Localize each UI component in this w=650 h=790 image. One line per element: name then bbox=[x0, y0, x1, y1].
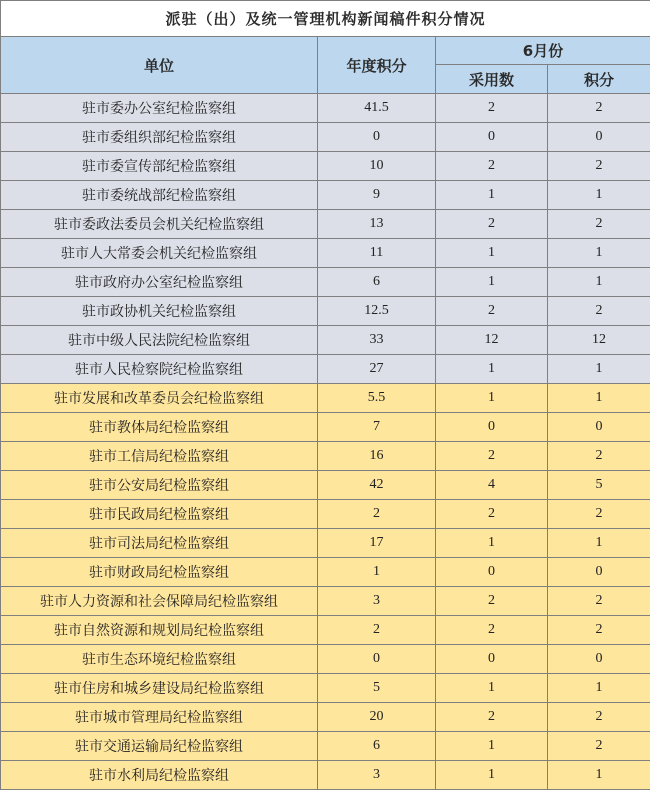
annual-score-cell: 41.5 bbox=[318, 94, 436, 123]
annual-score-cell: 42 bbox=[318, 471, 436, 500]
table-row bbox=[1, 616, 650, 645]
month-score-cell: 2 bbox=[548, 732, 650, 761]
adopted-count-cell: 12 bbox=[436, 326, 548, 355]
annual-score-cell: 0 bbox=[318, 645, 436, 674]
annual-score-cell: 6 bbox=[318, 268, 436, 297]
annual-score-cell: 2 bbox=[318, 500, 436, 529]
month-score-cell: 1 bbox=[548, 674, 650, 703]
month-score-cell: 1 bbox=[548, 384, 650, 413]
unit-cell: 驻市政协机关纪检监察组 bbox=[1, 297, 318, 326]
annual-score-cell: 11 bbox=[318, 239, 436, 268]
table-row bbox=[1, 645, 650, 674]
annual-score-cell: 1 bbox=[318, 558, 436, 587]
table-body bbox=[1, 94, 650, 790]
adopted-count-cell: 1 bbox=[436, 674, 548, 703]
table-row bbox=[1, 558, 650, 587]
month-score-cell: 1 bbox=[548, 761, 650, 790]
table-row bbox=[1, 732, 650, 761]
month-score-cell: 2 bbox=[548, 442, 650, 471]
unit-cell: 驻市人大常委会机关纪检监察组 bbox=[1, 239, 318, 268]
annual-score-cell: 16 bbox=[318, 442, 436, 471]
table-row bbox=[1, 500, 650, 529]
table-row bbox=[1, 413, 650, 442]
table-row bbox=[1, 239, 650, 268]
unit-cell: 驻市民政局纪检监察组 bbox=[1, 500, 318, 529]
header-month: 6月份 bbox=[436, 37, 650, 65]
table-row bbox=[1, 355, 650, 384]
month-score-cell: 2 bbox=[548, 703, 650, 732]
annual-score-cell: 6 bbox=[318, 732, 436, 761]
header-month-score: 积分 bbox=[548, 65, 650, 94]
adopted-count-cell: 2 bbox=[436, 703, 548, 732]
header-row-top bbox=[1, 37, 650, 65]
month-score-cell: 5 bbox=[548, 471, 650, 500]
annual-score-cell: 3 bbox=[318, 761, 436, 790]
unit-cell: 驻市委政法委员会机关纪检监察组 bbox=[1, 210, 318, 239]
month-score-cell: 12 bbox=[548, 326, 650, 355]
month-score-cell: 2 bbox=[548, 152, 650, 181]
unit-cell: 驻市中级人民法院纪检监察组 bbox=[1, 326, 318, 355]
unit-cell: 驻市工信局纪检监察组 bbox=[1, 442, 318, 471]
unit-cell: 驻市发展和改革委员会纪检监察组 bbox=[1, 384, 318, 413]
month-score-cell: 0 bbox=[548, 558, 650, 587]
table-row bbox=[1, 529, 650, 558]
adopted-count-cell: 2 bbox=[436, 587, 548, 616]
adopted-count-cell: 1 bbox=[436, 355, 548, 384]
unit-cell: 驻市水利局纪检监察组 bbox=[1, 761, 318, 790]
month-score-cell: 1 bbox=[548, 181, 650, 210]
table-row bbox=[1, 210, 650, 239]
table-row bbox=[1, 442, 650, 471]
adopted-count-cell: 1 bbox=[436, 268, 548, 297]
unit-cell: 驻市城市管理局纪检监察组 bbox=[1, 703, 318, 732]
adopted-count-cell: 2 bbox=[436, 94, 548, 123]
month-score-cell: 2 bbox=[548, 297, 650, 326]
annual-score-cell: 17 bbox=[318, 529, 436, 558]
unit-cell: 驻市财政局纪检监察组 bbox=[1, 558, 318, 587]
month-score-cell: 0 bbox=[548, 123, 650, 152]
table-row bbox=[1, 152, 650, 181]
unit-cell: 驻市委宣传部纪检监察组 bbox=[1, 152, 318, 181]
adopted-count-cell: 1 bbox=[436, 732, 548, 761]
annual-score-cell: 0 bbox=[318, 123, 436, 152]
table-row bbox=[1, 181, 650, 210]
unit-cell: 驻市司法局纪检监察组 bbox=[1, 529, 318, 558]
unit-cell: 驻市教体局纪检监察组 bbox=[1, 413, 318, 442]
adopted-count-cell: 0 bbox=[436, 558, 548, 587]
unit-cell: 驻市住房和城乡建设局纪检监察组 bbox=[1, 674, 318, 703]
adopted-count-cell: 1 bbox=[436, 239, 548, 268]
month-score-cell: 2 bbox=[548, 616, 650, 645]
month-score-cell: 0 bbox=[548, 413, 650, 442]
unit-cell: 驻市生态环境纪检监察组 bbox=[1, 645, 318, 674]
annual-score-cell: 33 bbox=[318, 326, 436, 355]
annual-score-cell: 20 bbox=[318, 703, 436, 732]
unit-cell: 驻市委统战部纪检监察组 bbox=[1, 181, 318, 210]
table-row bbox=[1, 587, 650, 616]
table-row bbox=[1, 297, 650, 326]
month-score-cell: 1 bbox=[548, 239, 650, 268]
header-unit: 单位 bbox=[1, 37, 318, 94]
adopted-count-cell: 1 bbox=[436, 181, 548, 210]
adopted-count-cell: 1 bbox=[436, 761, 548, 790]
table-row bbox=[1, 123, 650, 152]
month-score-cell: 1 bbox=[548, 268, 650, 297]
adopted-count-cell: 2 bbox=[436, 500, 548, 529]
adopted-count-cell: 4 bbox=[436, 471, 548, 500]
month-score-cell: 1 bbox=[548, 529, 650, 558]
annual-score-cell: 27 bbox=[318, 355, 436, 384]
month-score-cell: 2 bbox=[548, 587, 650, 616]
unit-cell: 驻市自然资源和规划局纪检监察组 bbox=[1, 616, 318, 645]
table-row bbox=[1, 94, 650, 123]
table-row bbox=[1, 326, 650, 355]
title-row bbox=[1, 1, 650, 37]
table-row bbox=[1, 268, 650, 297]
unit-cell: 驻市交通运输局纪检监察组 bbox=[1, 732, 318, 761]
header-annual-score: 年度积分 bbox=[318, 37, 436, 94]
annual-score-cell: 13 bbox=[318, 210, 436, 239]
annual-score-cell: 3 bbox=[318, 587, 436, 616]
unit-cell: 驻市公安局纪检监察组 bbox=[1, 471, 318, 500]
adopted-count-cell: 0 bbox=[436, 413, 548, 442]
adopted-count-cell: 2 bbox=[436, 152, 548, 181]
unit-cell: 驻市政府办公室纪检监察组 bbox=[1, 268, 318, 297]
header-adopted-count: 采用数 bbox=[436, 65, 548, 94]
month-score-cell: 1 bbox=[548, 355, 650, 384]
table-row bbox=[1, 761, 650, 790]
unit-cell: 驻市人力资源和社会保障局纪检监察组 bbox=[1, 587, 318, 616]
adopted-count-cell: 0 bbox=[436, 123, 548, 152]
month-score-cell: 2 bbox=[548, 94, 650, 123]
annual-score-cell: 2 bbox=[318, 616, 436, 645]
annual-score-cell: 10 bbox=[318, 152, 436, 181]
annual-score-cell: 5 bbox=[318, 674, 436, 703]
unit-cell: 驻市人民检察院纪检监察组 bbox=[1, 355, 318, 384]
annual-score-cell: 9 bbox=[318, 181, 436, 210]
month-score-cell: 2 bbox=[548, 500, 650, 529]
month-score-cell: 2 bbox=[548, 210, 650, 239]
adopted-count-cell: 2 bbox=[436, 442, 548, 471]
month-score-cell: 0 bbox=[548, 645, 650, 674]
table-row bbox=[1, 674, 650, 703]
unit-cell: 驻市委办公室纪检监察组 bbox=[1, 94, 318, 123]
table-row bbox=[1, 471, 650, 500]
annual-score-cell: 12.5 bbox=[318, 297, 436, 326]
table-row bbox=[1, 703, 650, 732]
annual-score-cell: 5.5 bbox=[318, 384, 436, 413]
adopted-count-cell: 1 bbox=[436, 529, 548, 558]
adopted-count-cell: 2 bbox=[436, 616, 548, 645]
adopted-count-cell: 2 bbox=[436, 297, 548, 326]
table-row bbox=[1, 384, 650, 413]
table-title: 派驻（出）及统一管理机构新闻稿件积分情况 bbox=[1, 1, 650, 37]
adopted-count-cell: 0 bbox=[436, 645, 548, 674]
annual-score-cell: 7 bbox=[318, 413, 436, 442]
adopted-count-cell: 1 bbox=[436, 384, 548, 413]
adopted-count-cell: 2 bbox=[436, 210, 548, 239]
unit-cell: 驻市委组织部纪检监察组 bbox=[1, 123, 318, 152]
